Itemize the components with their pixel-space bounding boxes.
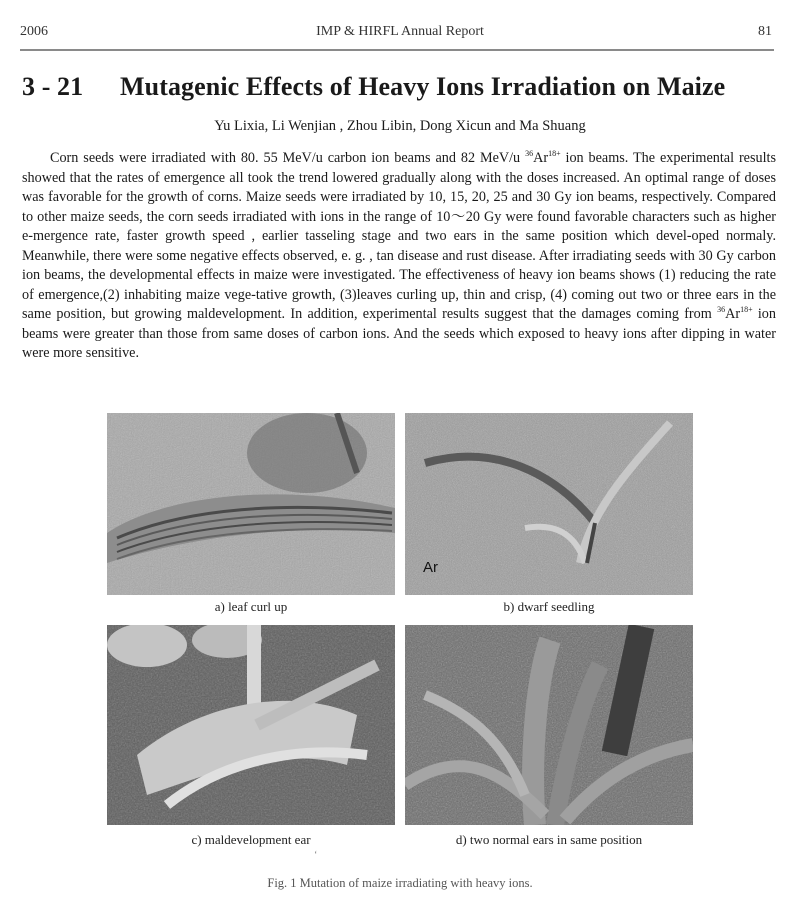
photo-label-ar: Ar <box>423 559 438 576</box>
figure-caption: Fig. 1 Mutation of maize irradiating with heavy ions. <box>267 876 533 890</box>
photo-dwarf-seedling <box>405 413 693 595</box>
caption-panel-a: a) leaf curl up <box>214 599 288 614</box>
article-number: 3 - 21 <box>22 72 84 101</box>
abstract-text-2: ion beams. The experimental results showed that the rates of emergence all took the trend lowered gradually along with the doses increased. An optimal range of doses was favorable for the growth of corns. Maize seeds were irradiated by 10, 15, 20, 25 and 30 Gy ion beams, respectively. Compared to other maize seeds, the corn seeds irradiated with ions in the range of 10～20 Gy were found favorable characters such as higher e-mergence rate, faster growth speed , earlier tasseling stage and two ears in the same position which devel-oped normaly. Meanwhile, there were some negative effects observed, e. g. , tan disease and rust disease. After irradiating seeds with 30 Gy carbon ion beams, the developmental effects in maize were investigated. The effectiveness of heavy ion beams shows (1) reducing the rate of emergence,(2) inhabiting maize vege-tative growth, (3)leaves curling up, thin and crisp, (4) coming out two or three ears in the same position, but growing maldevelopment. In addition, experimental results suggest that the damages coming from <box>22 150 776 322</box>
isotope-element: Ar <box>533 150 549 166</box>
isotope-charge-2: 18+ <box>740 305 753 314</box>
article-title: Mutagenic Effects of Heavy Ions Irradiation on Maize <box>120 72 726 101</box>
photo-maldevelopment-ear <box>107 625 395 825</box>
abstract-text-1: Corn seeds were irradiated with 80. 55 MeV/u carbon ion beams and 82 MeV/u <box>50 150 526 166</box>
isotope-mass: 36 <box>525 149 534 158</box>
isotope-element-2: Ar <box>725 306 741 322</box>
abstract-paragraph <box>22 149 776 364</box>
photo-two-normal-ears <box>405 625 693 825</box>
article-authors: Yu Lixia, Li Wenjian , Zhou Libin, Dong Xicun and Ma Shuang <box>214 118 586 134</box>
isotope-charge: 18+ <box>548 149 561 158</box>
header-year: 2006 <box>20 24 48 39</box>
abstract-text-3: ion beams were greater than those from same doses of carbon ions. And the seeds which exposed to heavy ions after dipping in water were more sensitive. <box>22 306 776 361</box>
caption-panel-b: b) dwarf seedling <box>503 599 595 614</box>
isotope-mass-2: 36 <box>717 305 726 314</box>
header-rule <box>20 49 774 51</box>
article-title-block <box>22 72 782 102</box>
stray-mark: ʻ <box>314 850 318 861</box>
photo-leaf-curl-up <box>107 413 395 595</box>
header-page-number: 81 <box>758 24 772 39</box>
header-journal: IMP & HIRFL Annual Report <box>316 24 484 39</box>
caption-panel-c: c) maldevelopment ear <box>191 832 311 847</box>
caption-panel-d: d) two normal ears in same position <box>455 832 643 847</box>
